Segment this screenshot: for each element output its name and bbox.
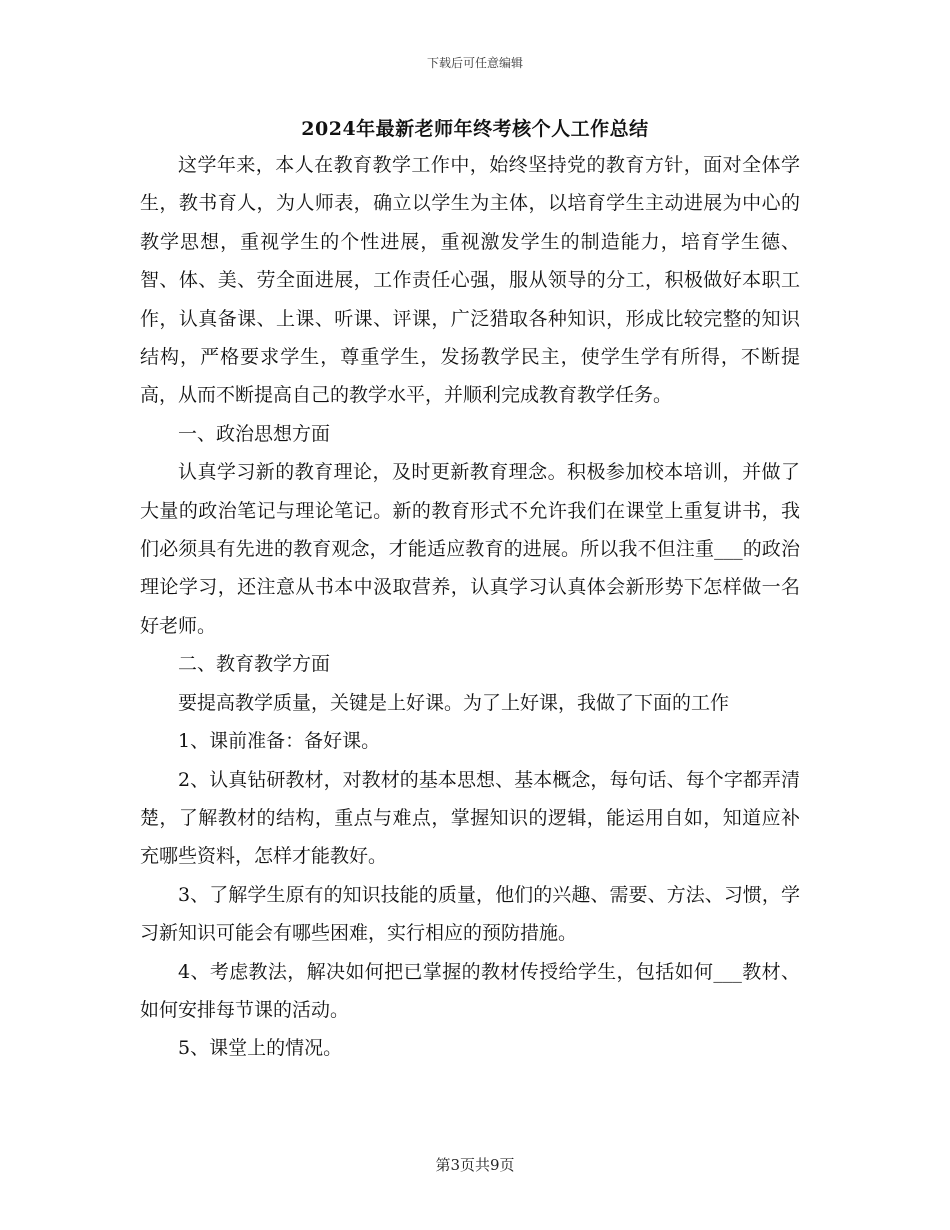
- document-title: 2024年最新老师年终考核个人工作总结: [301, 118, 649, 140]
- paragraph-political: 认真学习新的教育理论，及时更新教育理念。积极参加校本培训，并做了大量的政治笔记与理论笔记。新的教育形式不允许我们在课堂上重复讲书，我们必须具有先进的教育观念，才能适应教育的进展。所以我不但注重___的政治理论学习，还注意从书本中汲取营养，认真学习认真体会新形势下怎样做一名好老师。: [140, 461, 800, 637]
- paragraph-teaching-intro: 要提高教学质量，关键是上好课。为了上好课，我做了下面的工作: [178, 691, 730, 714]
- document-body: [140, 146, 814, 1068]
- page-number-footer: 第3页共9页: [435, 1156, 515, 1174]
- paragraph-intro: 这学年来，本人在教育教学工作中，始终坚持党的教育方针，面对全体学生，教书育人，为人师表，确立以学生为主体，以培育学生主动进展为中心的教学思想，重视学生的个性进展，重视激发学生的制造能力，培育学生德、智、体、美、劳全面进展，工作责任心强，服从领导的分工，积极做好本职工作，认真备课、上课、听课、评课，广泛猎取各种知识，形成比较完整的知识结构，严格要求学生，尊重学生，发扬教学民主，使学生学有所得，不断提高，从而不断提高自己的教学水平，并顺利完成教育教学任务。: [140, 154, 800, 407]
- header-note: 下载后可任意编辑: [426, 56, 523, 70]
- list-item-5: 5、课堂上的情况。: [178, 1037, 343, 1060]
- list-item-2: 2、认真钻研教材，对教材的基本思想、基本概念，每句话、每个字都弄清楚，了解教材的结构，重点与难点，掌握知识的逻辑，能运用自如，知道应补充哪些资料，怎样才能教好。: [140, 768, 800, 868]
- section-heading-political: 一、政治思想方面: [178, 422, 331, 445]
- list-item-4: 4、考虑教法，解决如何把已掌握的教材传授给学生，包括如何___教材、如何安排每节课的活动。: [140, 960, 800, 1021]
- list-item-3: 3、了解学生原有的知识技能的质量，他们的兴趣、需要、方法、习惯，学习新知识可能会有哪些困难，实行相应的预防措施。: [140, 883, 800, 945]
- list-item-1: 1、课前准备：备好课。: [178, 730, 381, 753]
- section-heading-teaching: 二、教育教学方面: [178, 653, 331, 676]
